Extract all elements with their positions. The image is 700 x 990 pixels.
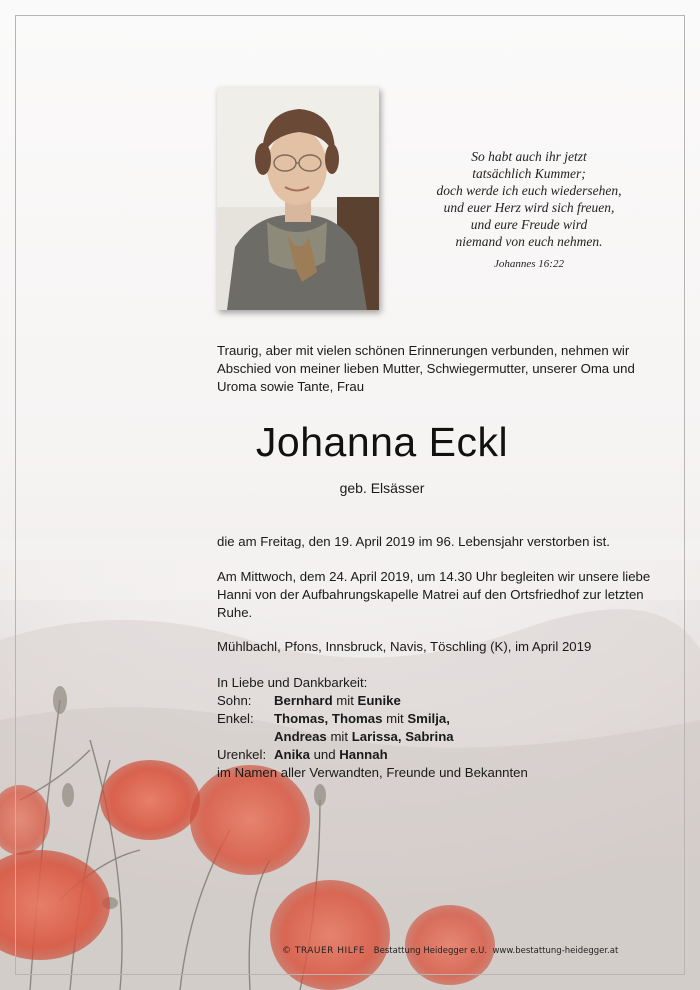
- relation-label: Enkel:: [217, 711, 254, 726]
- connector: mit: [326, 729, 352, 744]
- connector: mit: [382, 711, 408, 726]
- mourner-name: Thomas, Thomas: [274, 711, 383, 726]
- mourner-name: Bernhard: [274, 693, 333, 708]
- relation-label: Urenkel:: [217, 747, 267, 762]
- portrait-photo: [217, 87, 379, 310]
- mourner-name: Andreas: [274, 729, 327, 744]
- deceased-name: Johanna Eckl: [255, 419, 509, 465]
- mourner-name: Larissa, Sabrina: [351, 729, 454, 744]
- mourner-row-sohn: [217, 692, 657, 710]
- quote-line: niemand von euch nehmen.: [455, 234, 603, 249]
- mourner-row-enkel: [217, 710, 657, 728]
- intro-text: Traurig, aber mit vielen schönen Erinnerungen verbunden, nehmen wir Abschied von meiner lieben Mutter, Schwiegermutter, unserer Oma und Uroma sowie Tante, Frau: [217, 343, 635, 394]
- connector: und: [309, 747, 340, 762]
- footer-text: Bestattung Heidegger e.U. www.bestattung-heidegger.at: [373, 946, 619, 956]
- mourners-list: [217, 674, 657, 782]
- quote-line: tatsächlich Kummer;: [472, 166, 586, 181]
- quote-line: und eure Freude wird: [470, 217, 588, 232]
- mourner-name: Smilja,: [407, 711, 450, 726]
- footer: [282, 946, 618, 956]
- quote-line: So habt auch ihr jetzt: [471, 149, 587, 164]
- connector: mit: [332, 693, 358, 708]
- relation-label: Sohn:: [217, 693, 252, 708]
- mourner-row-urenkel: [217, 746, 657, 764]
- quote-line: und euer Herz wird sich freuen,: [443, 200, 615, 215]
- quote-reference: Johannes 16:22: [494, 258, 564, 270]
- mourners-heading: In Liebe und Dankbarkeit:: [217, 675, 368, 690]
- mourner-name: Hannah: [339, 747, 388, 762]
- mourner-name: Eunike: [357, 693, 401, 708]
- mourners-closing: im Namen aller Verwandten, Freunde und Bekannten: [217, 765, 528, 780]
- place-date: Mühlbachl, Pfons, Innsbruck, Navis, Töschling (K), im April 2019: [217, 639, 592, 654]
- trauer-hilfe-logo: © TRAUER HILFE: [282, 946, 366, 956]
- funeral-info: Am Mittwoch, dem 24. April 2019, um 14.30 Uhr begleiten wir unsere liebe Hanni von der Aufbahrungskapelle Matrei auf den Ortsfriedhof zur letzten Ruhe.: [217, 569, 651, 620]
- birth-name: geb. Elsässer: [339, 480, 425, 496]
- mourner-name: Anika: [274, 747, 310, 762]
- mourner-row-enkel-2: [217, 728, 657, 746]
- quote-line: doch werde ich euch wiedersehen,: [436, 183, 622, 198]
- death-notice: die am Freitag, den 19. April 2019 im 96. Lebensjahr verstorben ist.: [217, 534, 610, 549]
- bible-quote: [395, 148, 663, 273]
